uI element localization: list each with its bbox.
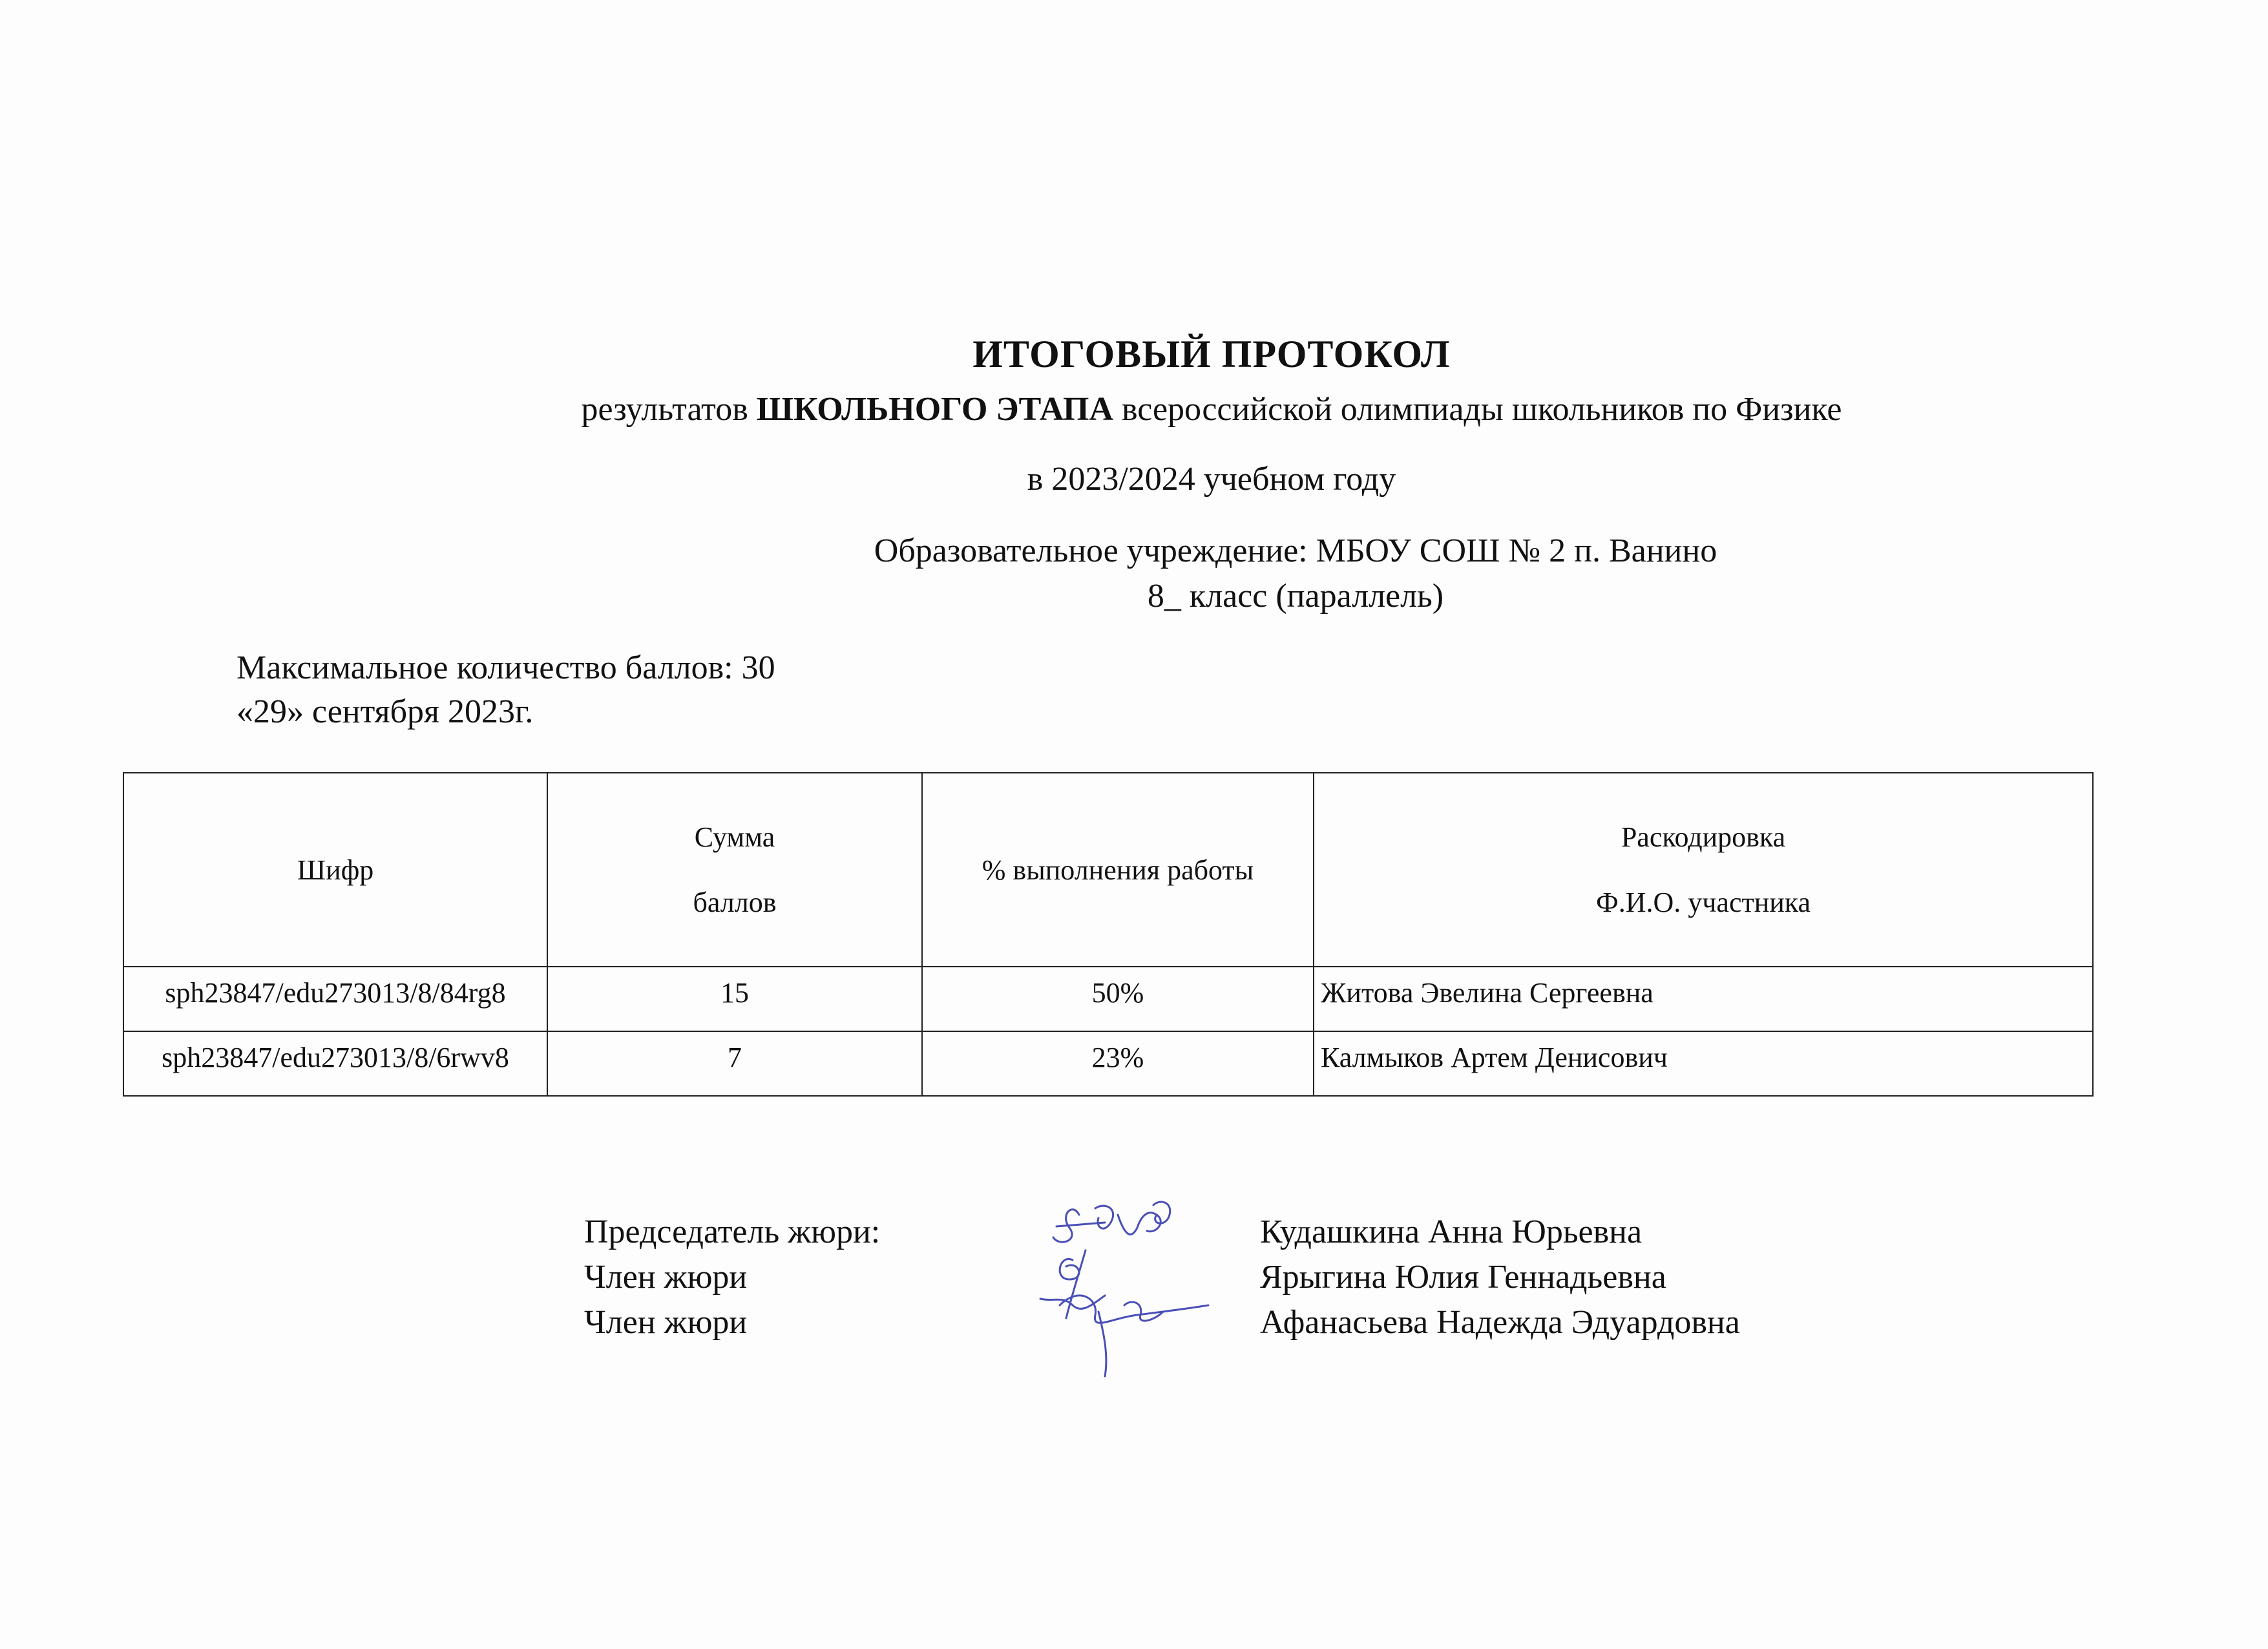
header-decode-line2: Ф.И.О. участника (1595, 887, 1811, 918)
header-sum-line1: Сумма (694, 821, 775, 853)
jury-role-chair: Председатель жюри: (584, 1213, 881, 1250)
results-table (123, 772, 2094, 1097)
subtitle-suffix: всероссийской олимпиады школьников по Физике (1122, 391, 1842, 428)
cell-sum: 7 (547, 1031, 922, 1096)
cell-percent: 50% (922, 967, 1314, 1031)
header-percent (922, 773, 1314, 967)
header-percent-label: % выполнения работы (982, 854, 1254, 886)
header-decode (1314, 773, 2093, 967)
max-points: Максимальное количество баллов: 30 (236, 649, 775, 686)
header-decode-line1: Раскодировка (1621, 821, 1786, 853)
grade-line: 8_ класс (параллель) (1147, 578, 1444, 614)
table-row (123, 967, 2093, 1031)
cell-name: Калмыков Артем Денисович (1314, 1031, 2093, 1096)
subtitle-stage: ШКОЛЬНОГО ЭТАПА (756, 391, 1114, 428)
header-code (123, 773, 547, 967)
jury-roles (584, 1210, 880, 1345)
table-header-row (123, 773, 2093, 967)
cell-percent: 23% (922, 1031, 1314, 1096)
document-title: ИТОГОВЫЙ ПРОТОКОЛ (972, 333, 1451, 375)
protocol-date: «29» сентября 2023г. (236, 693, 534, 730)
subtitle-prefix: результатов (581, 391, 748, 428)
cell-name: Житова Эвелина Сергеевна (1314, 967, 2093, 1031)
school-name: Образовательное учреждение: МБОУ СОШ № 2 п. Ванино (874, 532, 1717, 569)
jury-role-member: Член жюри (584, 1259, 748, 1296)
cell-sum: 15 (547, 967, 922, 1031)
jury-name-member: Ярыгина Юлия Геннадьевна (1260, 1259, 1666, 1296)
table-row (123, 1031, 2093, 1096)
jury-name-member: Афанасьева Надежда Эдуардовна (1260, 1304, 1740, 1341)
jury-names (1260, 1210, 1740, 1345)
jury-role-member: Член жюри (584, 1304, 748, 1341)
academic-year: в 2023/2024 учебном году (1027, 461, 1396, 498)
header-sum (547, 773, 922, 967)
jury-name-chair: Кудашкина Анна Юрьевна (1260, 1213, 1643, 1250)
cell-code: sph23847/edu273013/8/84rg8 (123, 967, 547, 1031)
cell-code: sph23847/edu273013/8/6rwv8 (123, 1031, 547, 1096)
document-subtitle (0, 390, 2268, 428)
header-code-label: Шифр (297, 854, 374, 886)
signature-image (1034, 1189, 1215, 1383)
header-sum-line2: баллов (693, 887, 777, 918)
